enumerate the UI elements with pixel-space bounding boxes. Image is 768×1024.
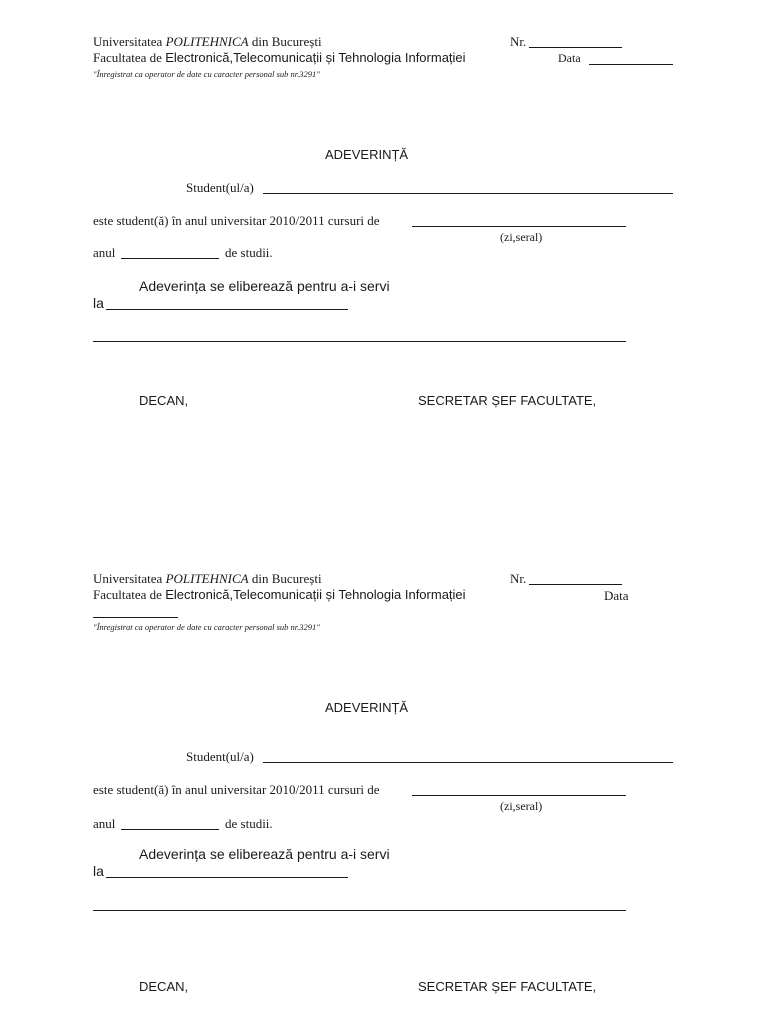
course-type-line <box>412 795 626 796</box>
university-line <box>93 34 322 50</box>
student-name-line <box>263 193 673 194</box>
data-label: Data <box>558 51 581 65</box>
zi-seral-hint: (zi,seral) <box>500 799 543 813</box>
la-label: la <box>93 295 104 311</box>
anul-label: anul <box>93 245 116 260</box>
nr-line <box>529 47 622 48</box>
year-line: este student(ă) în anul universitar 2010/2011 cursuri de <box>93 213 380 228</box>
anul-label: anul <box>93 816 116 831</box>
purpose-line <box>93 910 626 911</box>
university-name: POLITEHNICA <box>165 571 249 586</box>
dean-label: DECAN, <box>139 979 189 994</box>
la-line <box>106 309 348 310</box>
student-label: Student(ul/a) <box>186 180 254 195</box>
certificate-title: ADEVERINȚĂ <box>325 147 409 162</box>
nr-line <box>529 584 622 585</box>
nr-label: Nr. <box>510 34 527 49</box>
certificate-title: ADEVERINȚĂ <box>325 700 409 715</box>
faculty-name: Electronică,Telecomunicații și Tehnologia Informației <box>165 587 466 602</box>
data-line <box>93 617 178 618</box>
faculty-line <box>93 50 466 66</box>
purpose-line <box>93 341 626 342</box>
university-prefix: Universitatea <box>93 571 163 586</box>
de-studii-label: de studii. <box>225 245 273 260</box>
anul-line <box>121 258 219 259</box>
zi-seral-hint: (zi,seral) <box>500 230 543 244</box>
year-line: este student(ă) în anul universitar 2010/2011 cursuri de <box>93 782 380 797</box>
la-label: la <box>93 863 104 879</box>
dean-label: DECAN, <box>139 393 189 408</box>
registration-note: "Înregistrat ca operator de date cu caracter personal sub nr.3291" <box>93 69 320 79</box>
secretary-label: SECRETAR ȘEF FACULTATE, <box>418 979 597 994</box>
secretary-label: SECRETAR ȘEF FACULTATE, <box>418 393 597 408</box>
faculty-name: Electronică,Telecomunicații și Tehnologia Informației <box>165 50 466 65</box>
student-name-line <box>263 762 673 763</box>
faculty-prefix: Facultatea de <box>93 50 162 65</box>
data-label: Data <box>604 588 629 603</box>
university-suffix: din București <box>251 34 322 49</box>
course-type-line <box>412 226 626 227</box>
university-name: POLITEHNICA <box>165 34 249 49</box>
university-suffix: din București <box>251 571 322 586</box>
nr-label: Nr. <box>510 571 527 586</box>
university-prefix: Universitatea <box>93 34 163 49</box>
de-studii-label: de studii. <box>225 816 273 831</box>
anul-line <box>121 829 219 830</box>
student-label: Student(ul/a) <box>186 749 254 764</box>
release-text: Adeverința se eliberează pentru a-i servi <box>139 846 390 862</box>
release-text: Adeverința se eliberează pentru a-i servi <box>139 278 390 294</box>
registration-note: "Înregistrat ca operator de date cu caracter personal sub nr.3291" <box>93 622 320 632</box>
university-line <box>93 571 322 587</box>
faculty-line <box>93 587 466 603</box>
la-line <box>106 877 348 878</box>
faculty-prefix: Facultatea de <box>93 587 162 602</box>
data-line <box>589 64 673 65</box>
